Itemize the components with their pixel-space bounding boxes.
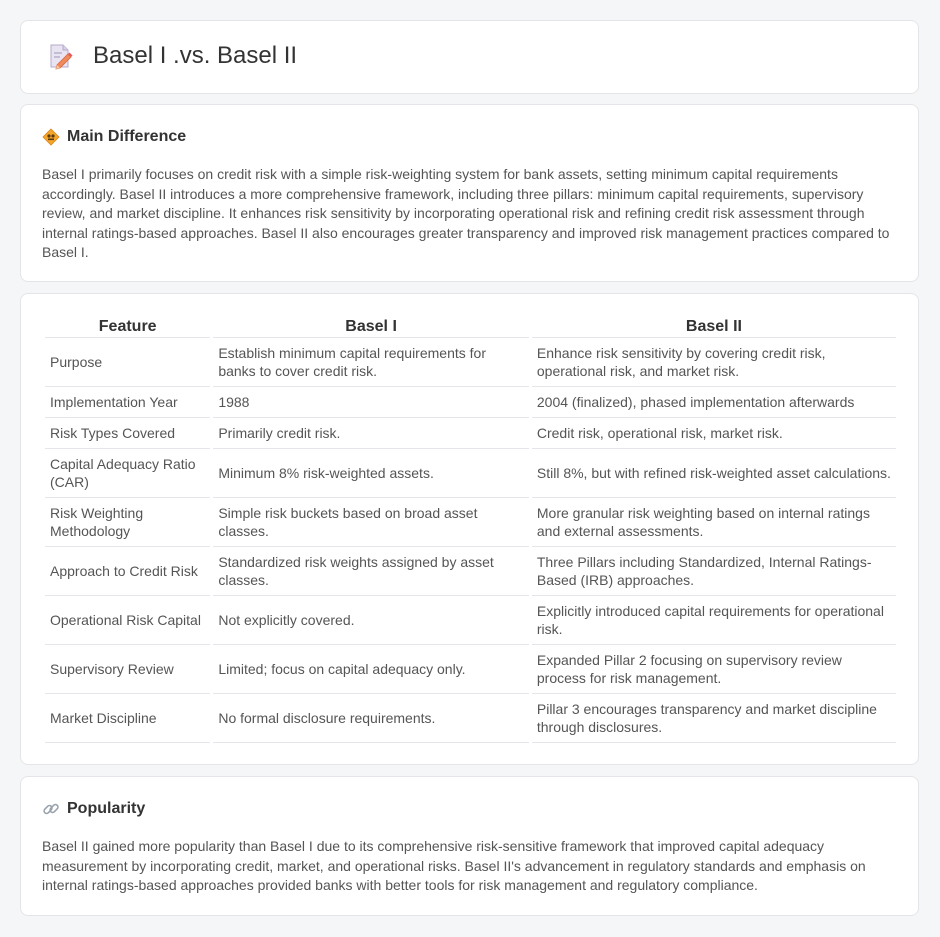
basel-1-cell: Primarily credit risk. bbox=[213, 418, 529, 449]
main-difference-title: Main Difference bbox=[67, 128, 187, 145]
basel-2-cell: Three Pillars including Standardized, Internal Ratings-Based (IRB) approaches. bbox=[532, 547, 896, 596]
basel-2-cell: Still 8%, but with refined risk-weighted asset calculations. bbox=[532, 449, 896, 498]
column-header-basel-2: Basel II bbox=[532, 316, 896, 338]
basel-2-cell: 2004 (finalized), phased implementation afterwards bbox=[532, 387, 896, 418]
column-header-basel-1: Basel I bbox=[213, 316, 529, 338]
popularity-section bbox=[20, 776, 919, 916]
table-row bbox=[45, 387, 896, 418]
table-row bbox=[45, 694, 896, 743]
header-card bbox=[20, 20, 919, 94]
basel-1-cell: 1988 bbox=[213, 387, 529, 418]
feature-cell: Market Discipline bbox=[45, 694, 210, 743]
basel-2-cell: Expanded Pillar 2 focusing on supervisory review process for risk management. bbox=[532, 645, 896, 694]
basel-2-cell: Pillar 3 encourages transparency and market discipline through disclosures. bbox=[532, 694, 896, 743]
table-row bbox=[45, 596, 896, 645]
table-row bbox=[45, 645, 896, 694]
document-edit-icon bbox=[47, 42, 73, 70]
main-difference-heading bbox=[42, 128, 186, 146]
basel-1-cell: Simple risk buckets based on broad asset classes. bbox=[213, 498, 529, 547]
main-difference-section bbox=[20, 104, 919, 282]
diamond-sign-icon bbox=[42, 128, 60, 146]
feature-cell: Operational Risk Capital bbox=[45, 596, 210, 645]
feature-cell: Capital Adequacy Ratio (CAR) bbox=[45, 449, 210, 498]
basel-2-cell: More granular risk weighting based on internal ratings and external assessments. bbox=[532, 498, 896, 547]
feature-cell: Approach to Credit Risk bbox=[45, 547, 210, 596]
basel-1-cell: Establish minimum capital requirements for banks to cover credit risk. bbox=[213, 338, 529, 387]
link-icon bbox=[42, 800, 60, 818]
table-row bbox=[45, 449, 896, 498]
feature-cell: Supervisory Review bbox=[45, 645, 210, 694]
table-header-row bbox=[45, 316, 896, 338]
table-row bbox=[45, 418, 896, 449]
basel-1-cell: Minimum 8% risk-weighted assets. bbox=[213, 449, 529, 498]
basel-1-cell: Not explicitly covered. bbox=[213, 596, 529, 645]
page-header bbox=[47, 42, 297, 70]
popularity-title: Popularity bbox=[67, 800, 146, 817]
table-row bbox=[45, 338, 896, 387]
column-header-feature: Feature bbox=[45, 316, 210, 338]
table-row bbox=[45, 498, 896, 547]
basel-1-cell: Standardized risk weights assigned by asset classes. bbox=[213, 547, 529, 596]
popularity-heading bbox=[42, 800, 145, 818]
basel-2-cell: Enhance risk sensitivity by covering credit risk, operational risk, and market risk. bbox=[532, 338, 896, 387]
page-title: Basel I .vs. Basel II bbox=[93, 42, 298, 69]
table-row bbox=[45, 547, 896, 596]
feature-cell: Purpose bbox=[45, 338, 210, 387]
feature-cell: Risk Weighting Methodology bbox=[45, 498, 210, 547]
basel-2-cell: Explicitly introduced capital requirements for operational risk. bbox=[532, 596, 896, 645]
feature-cell: Implementation Year bbox=[45, 387, 210, 418]
basel-1-cell: Limited; focus on capital adequacy only. bbox=[213, 645, 529, 694]
basel-1-cell: No formal disclosure requirements. bbox=[213, 694, 529, 743]
basel-2-cell: Credit risk, operational risk, market risk. bbox=[532, 418, 896, 449]
comparison-table bbox=[42, 316, 899, 743]
popularity-text: Basel II gained more popularity than Basel I due to its comprehensive risk-sensitive framework that improved capital adequacy measurement by incorporating credit, market, and operational risks. Basel II's advancement in regulatory standards and emphasis on internal ratings-based approaches provided banks with better tools for risk management and regulatory compliance. bbox=[42, 838, 866, 893]
comparison-section bbox=[20, 293, 919, 765]
feature-cell: Risk Types Covered bbox=[45, 418, 210, 449]
main-difference-text: Basel I primarily focuses on credit risk with a simple risk-weighting system for bank assets, setting minimum capital requirements accordingly. Basel II introduces a more comprehensive framework, including three pillars: minimum capital requirements, supervisory review, and market discipline. It enhances risk sensitivity by incorporating operational risk and refining credit risk assessment through internal ratings-based approaches. Basel II also encourages greater transparency and improved risk management practices compared to Basel I. bbox=[42, 166, 890, 260]
